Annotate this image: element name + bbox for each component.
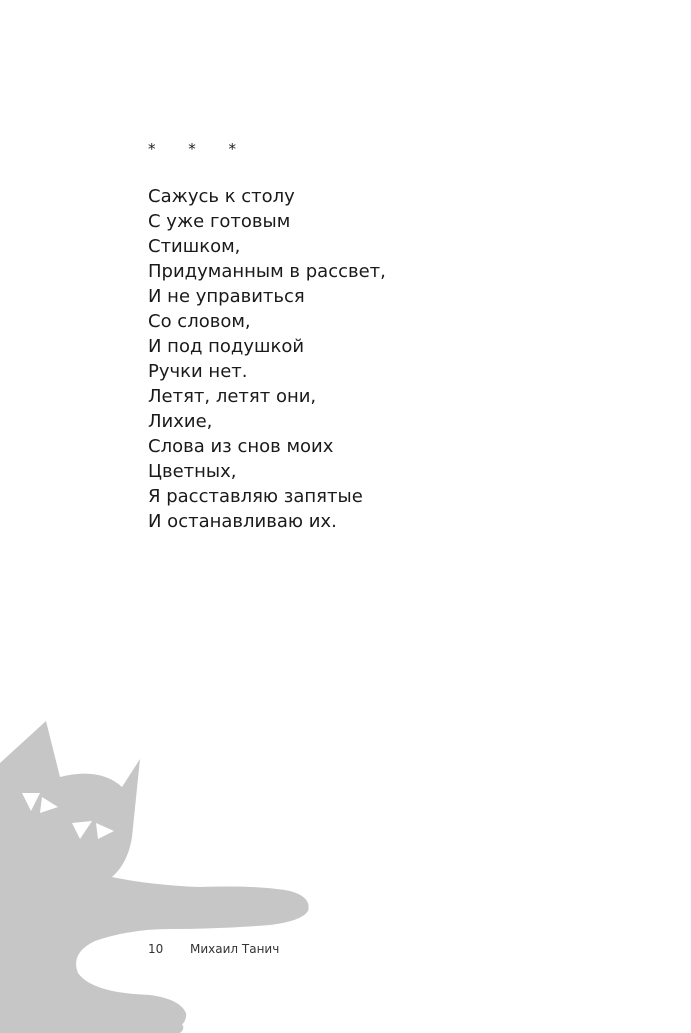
poem-line: Я расставляю запятые bbox=[148, 486, 363, 507]
poem-line: И не управиться bbox=[148, 286, 305, 307]
poem-text bbox=[148, 184, 386, 534]
running-footer-author: Михаил Танич bbox=[190, 942, 280, 956]
poem-line: Со словом, bbox=[148, 311, 251, 332]
cat-silhouette-icon bbox=[0, 715, 320, 1033]
poem-line: Стишком, bbox=[148, 236, 241, 257]
poem-line: И под подушкой bbox=[148, 336, 305, 357]
poem-line: И останавливаю их. bbox=[148, 511, 337, 532]
poem-line: Цветных, bbox=[148, 461, 237, 482]
poem-line: Летят, летят они, bbox=[148, 386, 317, 407]
poem-line: Ручки нет. bbox=[148, 361, 248, 382]
poem-line: Сажусь к столу bbox=[148, 186, 295, 207]
section-separator: * * * bbox=[148, 140, 251, 158]
poem-line: Лихие, bbox=[148, 411, 213, 432]
poem-line: С уже готовым bbox=[148, 211, 291, 232]
poem-line: Слова из снов моих bbox=[148, 436, 334, 457]
poem-line: Придуманным в рассвет, bbox=[148, 261, 386, 282]
page-number: 10 bbox=[148, 942, 164, 956]
